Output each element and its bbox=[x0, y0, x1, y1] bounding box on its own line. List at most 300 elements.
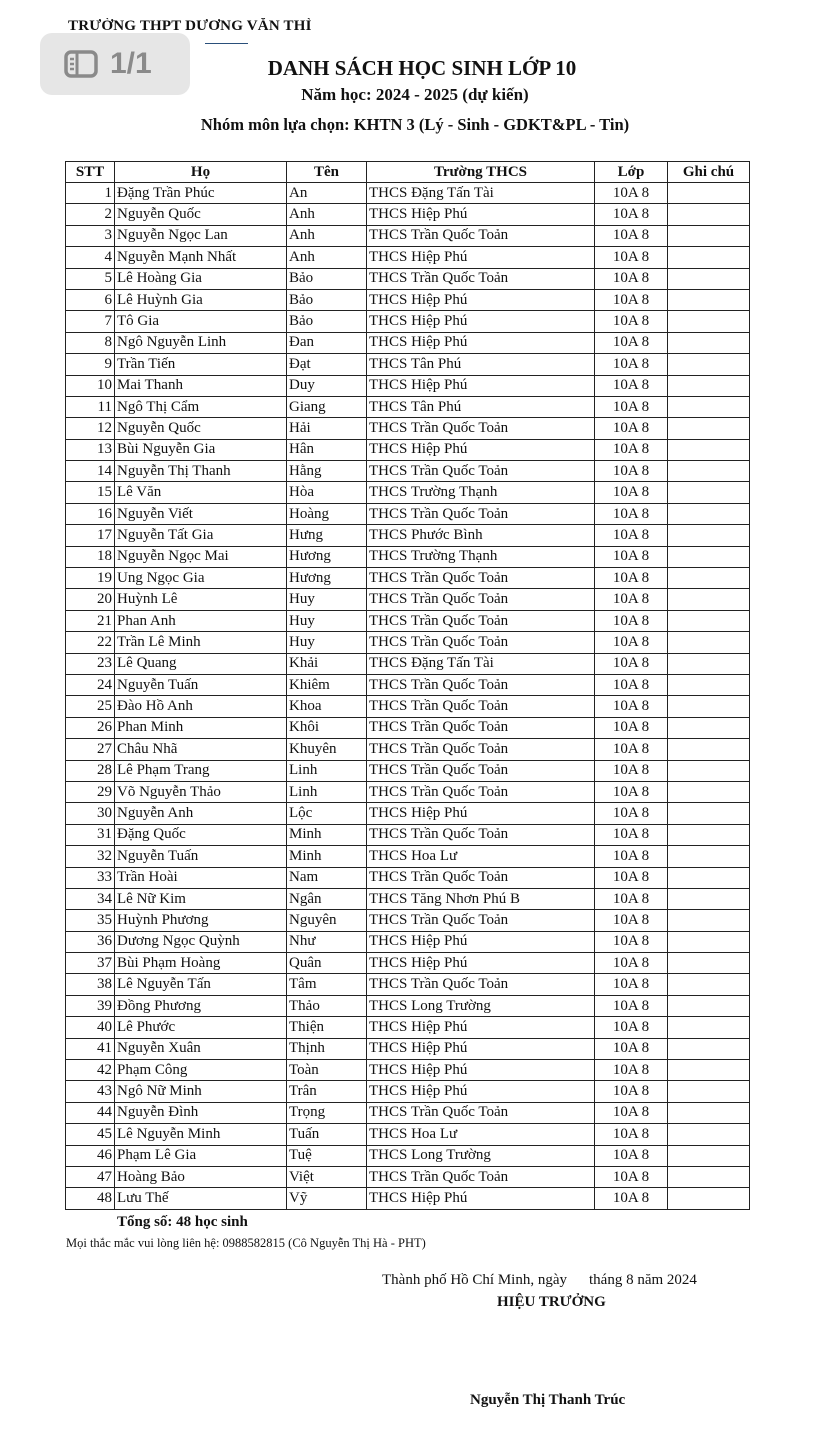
cell-ten: Khiêm bbox=[287, 674, 367, 695]
cell-stt: 6 bbox=[66, 289, 115, 310]
cell-ten: Hân bbox=[287, 439, 367, 460]
cell-ho: Võ Nguyễn Thảo bbox=[115, 781, 287, 802]
cell-lop: 10A 8 bbox=[595, 1166, 668, 1187]
cell-stt: 48 bbox=[66, 1188, 115, 1209]
cell-ghichu bbox=[668, 974, 750, 995]
cell-stt: 31 bbox=[66, 824, 115, 845]
table-row bbox=[66, 867, 750, 888]
cell-ho: Lê Nữ Kim bbox=[115, 888, 287, 909]
cell-stt: 4 bbox=[66, 247, 115, 268]
cell-stt: 42 bbox=[66, 1060, 115, 1081]
cell-stt: 1 bbox=[66, 183, 115, 204]
cell-truong: THCS Hiệp Phú bbox=[367, 1060, 595, 1081]
cell-stt: 18 bbox=[66, 546, 115, 567]
cell-truong: THCS Hiệp Phú bbox=[367, 375, 595, 396]
table-row bbox=[66, 1145, 750, 1166]
cell-truong: THCS Trần Quốc Toản bbox=[367, 674, 595, 695]
cell-ghichu bbox=[668, 1038, 750, 1059]
cell-truong: THCS Trường Thạnh bbox=[367, 482, 595, 503]
cell-truong: THCS Trần Quốc Toản bbox=[367, 589, 595, 610]
total-count: Tổng số: 48 học sinh bbox=[117, 1214, 248, 1230]
cell-ten: Huy bbox=[287, 632, 367, 653]
cell-stt: 35 bbox=[66, 910, 115, 931]
column-header: Tên bbox=[287, 162, 367, 183]
cell-ghichu bbox=[668, 1102, 750, 1123]
student-table bbox=[65, 161, 750, 1210]
cell-stt: 24 bbox=[66, 674, 115, 695]
cell-lop: 10A 8 bbox=[595, 461, 668, 482]
cell-ho: Ngô Nguyễn Linh bbox=[115, 332, 287, 353]
cell-lop: 10A 8 bbox=[595, 739, 668, 760]
cell-ho: Lê Văn bbox=[115, 482, 287, 503]
cell-ghichu bbox=[668, 1017, 750, 1038]
cell-ghichu bbox=[668, 653, 750, 674]
cell-lop: 10A 8 bbox=[595, 953, 668, 974]
cell-stt: 41 bbox=[66, 1038, 115, 1059]
cell-truong: THCS Hiệp Phú bbox=[367, 332, 595, 353]
cell-ho: Huỳnh Phương bbox=[115, 910, 287, 931]
cell-ten: Anh bbox=[287, 204, 367, 225]
cell-lop: 10A 8 bbox=[595, 803, 668, 824]
cell-truong: THCS Long Trường bbox=[367, 1145, 595, 1166]
cell-stt: 43 bbox=[66, 1081, 115, 1102]
table-header-row bbox=[66, 162, 750, 183]
cell-ho: Lê Nguyễn Tấn bbox=[115, 974, 287, 995]
cell-stt: 3 bbox=[66, 225, 115, 246]
cell-ghichu bbox=[668, 461, 750, 482]
cell-ten: Trọng bbox=[287, 1102, 367, 1123]
cell-ho: Lê Nguyễn Minh bbox=[115, 1124, 287, 1145]
cell-truong: THCS Trần Quốc Toản bbox=[367, 910, 595, 931]
cell-ten: Đạt bbox=[287, 354, 367, 375]
table-row bbox=[66, 204, 750, 225]
cell-stt: 13 bbox=[66, 439, 115, 460]
table-row bbox=[66, 375, 750, 396]
cell-ghichu bbox=[668, 824, 750, 845]
cell-ten: Duy bbox=[287, 375, 367, 396]
cell-ho: Phạm Công bbox=[115, 1060, 287, 1081]
table-row bbox=[66, 803, 750, 824]
table-row bbox=[66, 439, 750, 460]
cell-lop: 10A 8 bbox=[595, 589, 668, 610]
cell-truong: THCS Trần Quốc Toản bbox=[367, 824, 595, 845]
table-row bbox=[66, 396, 750, 417]
cell-ghichu bbox=[668, 247, 750, 268]
cell-stt: 26 bbox=[66, 717, 115, 738]
cell-stt: 36 bbox=[66, 931, 115, 952]
cell-ho: Lưu Thế bbox=[115, 1188, 287, 1209]
cell-ten: Khoa bbox=[287, 696, 367, 717]
cell-truong: THCS Phước Bình bbox=[367, 525, 595, 546]
cell-ho: Lê Hoàng Gia bbox=[115, 268, 287, 289]
cell-stt: 21 bbox=[66, 610, 115, 631]
cell-truong: THCS Hiệp Phú bbox=[367, 1188, 595, 1209]
cell-ho: Ngô Thị Cẩm bbox=[115, 396, 287, 417]
cell-ho: Nguyễn Ngọc Lan bbox=[115, 225, 287, 246]
cell-truong: THCS Tân Phú bbox=[367, 354, 595, 375]
table-row bbox=[66, 247, 750, 268]
table-row bbox=[66, 225, 750, 246]
cell-truong: THCS Trần Quốc Toản bbox=[367, 867, 595, 888]
cell-truong: THCS Trần Quốc Toản bbox=[367, 974, 595, 995]
cell-stt: 40 bbox=[66, 1017, 115, 1038]
cell-ten: Khải bbox=[287, 653, 367, 674]
cell-ten: Đan bbox=[287, 332, 367, 353]
table-row bbox=[66, 1188, 750, 1209]
cell-truong: THCS Trần Quốc Toản bbox=[367, 781, 595, 802]
principal-title: HIỆU TRƯỞNG bbox=[497, 1294, 606, 1310]
cell-stt: 2 bbox=[66, 204, 115, 225]
cell-ghichu bbox=[668, 1124, 750, 1145]
table-row bbox=[66, 610, 750, 631]
cell-lop: 10A 8 bbox=[595, 1188, 668, 1209]
column-header: Ghi chú bbox=[668, 162, 750, 183]
cell-lop: 10A 8 bbox=[595, 183, 668, 204]
cell-stt: 29 bbox=[66, 781, 115, 802]
cell-ho: Phạm Lê Gia bbox=[115, 1145, 287, 1166]
cell-truong: THCS Trần Quốc Toản bbox=[367, 1102, 595, 1123]
cell-ten: Khuyên bbox=[287, 739, 367, 760]
cell-ghichu bbox=[668, 910, 750, 931]
cell-ho: Phan Anh bbox=[115, 610, 287, 631]
cell-ghichu bbox=[668, 396, 750, 417]
table-row bbox=[66, 1060, 750, 1081]
cell-ten: Bảo bbox=[287, 268, 367, 289]
cell-stt: 5 bbox=[66, 268, 115, 289]
place-date bbox=[382, 1272, 697, 1289]
cell-truong: THCS Hiệp Phú bbox=[367, 931, 595, 952]
cell-lop: 10A 8 bbox=[595, 525, 668, 546]
cell-stt: 19 bbox=[66, 568, 115, 589]
cell-truong: THCS Long Trường bbox=[367, 995, 595, 1016]
cell-ten: Anh bbox=[287, 247, 367, 268]
cell-ho: Ngô Nữ Minh bbox=[115, 1081, 287, 1102]
cell-truong: THCS Hiệp Phú bbox=[367, 803, 595, 824]
cell-ghichu bbox=[668, 610, 750, 631]
cell-stt: 33 bbox=[66, 867, 115, 888]
cell-ho: Nguyễn Tuấn bbox=[115, 674, 287, 695]
document-title: DANH SÁCH HỌC SINH LỚP 10 bbox=[267, 56, 577, 80]
cell-truong: THCS Hoa Lư bbox=[367, 846, 595, 867]
cell-ghichu bbox=[668, 225, 750, 246]
cell-ten: Hoàng bbox=[287, 503, 367, 524]
table-row bbox=[66, 1081, 750, 1102]
cell-lop: 10A 8 bbox=[595, 632, 668, 653]
cell-truong: THCS Trần Quốc Toản bbox=[367, 739, 595, 760]
cell-ghichu bbox=[668, 760, 750, 781]
cell-ho: Nguyễn Mạnh Nhất bbox=[115, 247, 287, 268]
cell-ghichu bbox=[668, 289, 750, 310]
cell-ten: Việt bbox=[287, 1166, 367, 1187]
cell-ho: Nguyễn Quốc bbox=[115, 418, 287, 439]
cell-truong: THCS Tăng Nhơn Phú B bbox=[367, 888, 595, 909]
cell-lop: 10A 8 bbox=[595, 332, 668, 353]
table-row bbox=[66, 995, 750, 1016]
cell-ten: Hằng bbox=[287, 461, 367, 482]
cell-ho: Trần Hoài bbox=[115, 867, 287, 888]
cell-ho: Huỳnh Lê bbox=[115, 589, 287, 610]
table-row bbox=[66, 888, 750, 909]
cell-stt: 10 bbox=[66, 375, 115, 396]
cell-truong: THCS Trần Quốc Toản bbox=[367, 1166, 595, 1187]
cell-ho: Đào Hồ Anh bbox=[115, 696, 287, 717]
cell-ho: Nguyễn Anh bbox=[115, 803, 287, 824]
cell-truong: THCS Trần Quốc Toản bbox=[367, 760, 595, 781]
cell-truong: THCS Trần Quốc Toản bbox=[367, 461, 595, 482]
cell-ghichu bbox=[668, 418, 750, 439]
table-row bbox=[66, 1124, 750, 1145]
cell-truong: THCS Đặng Tấn Tài bbox=[367, 653, 595, 674]
cell-lop: 10A 8 bbox=[595, 439, 668, 460]
cell-ghichu bbox=[668, 674, 750, 695]
cell-ten: Linh bbox=[287, 760, 367, 781]
cell-ho: Đặng Quốc bbox=[115, 824, 287, 845]
table-row bbox=[66, 824, 750, 845]
cell-ghichu bbox=[668, 696, 750, 717]
cell-truong: THCS Trần Quốc Toản bbox=[367, 418, 595, 439]
cell-ho: Nguyễn Viết bbox=[115, 503, 287, 524]
cell-ho: Lê Quang bbox=[115, 653, 287, 674]
cell-ten: Anh bbox=[287, 225, 367, 246]
cell-lop: 10A 8 bbox=[595, 1102, 668, 1123]
cell-truong: THCS Hiệp Phú bbox=[367, 1038, 595, 1059]
table-row bbox=[66, 332, 750, 353]
cell-ho: Bùi Nguyễn Gia bbox=[115, 439, 287, 460]
cell-lop: 10A 8 bbox=[595, 247, 668, 268]
cell-stt: 14 bbox=[66, 461, 115, 482]
cell-lop: 10A 8 bbox=[595, 931, 668, 952]
cell-ho: Đặng Trần Phúc bbox=[115, 183, 287, 204]
cell-stt: 46 bbox=[66, 1145, 115, 1166]
cell-ghichu bbox=[668, 183, 750, 204]
cell-stt: 38 bbox=[66, 974, 115, 995]
cell-ten: Tuệ bbox=[287, 1145, 367, 1166]
cell-stt: 9 bbox=[66, 354, 115, 375]
cell-lop: 10A 8 bbox=[595, 1017, 668, 1038]
cell-ghichu bbox=[668, 589, 750, 610]
cell-ghichu bbox=[668, 1188, 750, 1209]
table-row bbox=[66, 183, 750, 204]
cell-ho: Ung Ngọc Gia bbox=[115, 568, 287, 589]
cell-ten: Bảo bbox=[287, 311, 367, 332]
cell-lop: 10A 8 bbox=[595, 995, 668, 1016]
cell-ho: Nguyễn Xuân bbox=[115, 1038, 287, 1059]
cell-ten: Hưng bbox=[287, 525, 367, 546]
cell-ghichu bbox=[668, 931, 750, 952]
cell-truong: THCS Trường Thạnh bbox=[367, 546, 595, 567]
table-row bbox=[66, 354, 750, 375]
cell-lop: 10A 8 bbox=[595, 674, 668, 695]
cell-ho: Mai Thanh bbox=[115, 375, 287, 396]
cell-stt: 37 bbox=[66, 953, 115, 974]
column-header: Trường THCS bbox=[367, 162, 595, 183]
cell-stt: 15 bbox=[66, 482, 115, 503]
cell-ten: Thịnh bbox=[287, 1038, 367, 1059]
cell-ten: Quân bbox=[287, 953, 367, 974]
cell-ten: Giang bbox=[287, 396, 367, 417]
table-row bbox=[66, 1102, 750, 1123]
cell-ghichu bbox=[668, 888, 750, 909]
table-row bbox=[66, 525, 750, 546]
cell-lop: 10A 8 bbox=[595, 781, 668, 802]
table-row bbox=[66, 717, 750, 738]
cell-lop: 10A 8 bbox=[595, 1081, 668, 1102]
column-header: STT bbox=[66, 162, 115, 183]
cell-lop: 10A 8 bbox=[595, 717, 668, 738]
cell-ten: An bbox=[287, 183, 367, 204]
cell-ghichu bbox=[668, 503, 750, 524]
cell-ten: Trân bbox=[287, 1081, 367, 1102]
cell-ten: Vỹ bbox=[287, 1188, 367, 1209]
cell-truong: THCS Hoa Lư bbox=[367, 1124, 595, 1145]
cell-stt: 47 bbox=[66, 1166, 115, 1187]
cell-ho: Trần Tiến bbox=[115, 354, 287, 375]
cell-ghichu bbox=[668, 525, 750, 546]
cell-ten: Thảo bbox=[287, 995, 367, 1016]
cell-stt: 11 bbox=[66, 396, 115, 417]
table-row bbox=[66, 760, 750, 781]
cell-stt: 44 bbox=[66, 1102, 115, 1123]
cell-stt: 30 bbox=[66, 803, 115, 824]
cell-ten: Tuấn bbox=[287, 1124, 367, 1145]
table-row bbox=[66, 931, 750, 952]
cell-ten: Hương bbox=[287, 568, 367, 589]
cell-truong: THCS Tân Phú bbox=[367, 396, 595, 417]
cell-ghichu bbox=[668, 268, 750, 289]
cell-stt: 28 bbox=[66, 760, 115, 781]
cell-ghichu bbox=[668, 803, 750, 824]
cell-truong: THCS Hiệp Phú bbox=[367, 1017, 595, 1038]
cell-lop: 10A 8 bbox=[595, 311, 668, 332]
cell-lop: 10A 8 bbox=[595, 760, 668, 781]
cell-stt: 39 bbox=[66, 995, 115, 1016]
cell-ghichu bbox=[668, 781, 750, 802]
table-row bbox=[66, 289, 750, 310]
cell-ghichu bbox=[668, 632, 750, 653]
cell-stt: 17 bbox=[66, 525, 115, 546]
cell-lop: 10A 8 bbox=[595, 396, 668, 417]
cell-ho: Bùi Phạm Hoàng bbox=[115, 953, 287, 974]
cell-ten: Huy bbox=[287, 589, 367, 610]
table-row bbox=[66, 674, 750, 695]
cell-truong: THCS Hiệp Phú bbox=[367, 311, 595, 332]
cell-ho: Lê Huỳnh Gia bbox=[115, 289, 287, 310]
cell-stt: 23 bbox=[66, 653, 115, 674]
school-year: Năm học: 2024 - 2025 (dự kiến) bbox=[301, 85, 529, 104]
cell-lop: 10A 8 bbox=[595, 846, 668, 867]
table-row bbox=[66, 739, 750, 760]
cell-ghichu bbox=[668, 846, 750, 867]
table-row bbox=[66, 418, 750, 439]
cell-truong: THCS Trần Quốc Toản bbox=[367, 696, 595, 717]
cell-lop: 10A 8 bbox=[595, 354, 668, 375]
cell-ten: Minh bbox=[287, 846, 367, 867]
table-row bbox=[66, 846, 750, 867]
cell-ho: Nguyễn Đình bbox=[115, 1102, 287, 1123]
cell-lop: 10A 8 bbox=[595, 482, 668, 503]
cell-stt: 45 bbox=[66, 1124, 115, 1145]
cell-lop: 10A 8 bbox=[595, 225, 668, 246]
table-row bbox=[66, 696, 750, 717]
cell-truong: THCS Trần Quốc Toản bbox=[367, 632, 595, 653]
cell-ho: Nguyễn Tuấn bbox=[115, 846, 287, 867]
table-row bbox=[66, 1017, 750, 1038]
cell-ghichu bbox=[668, 739, 750, 760]
cell-lop: 10A 8 bbox=[595, 268, 668, 289]
subject-group: Nhóm môn lựa chọn: KHTN 3 (Lý - Sinh - GDKT&PL - Tin) bbox=[200, 115, 630, 134]
cell-ten: Ngân bbox=[287, 888, 367, 909]
cell-ho: Nguyễn Thị Thanh bbox=[115, 461, 287, 482]
cell-lop: 10A 8 bbox=[595, 888, 668, 909]
cell-lop: 10A 8 bbox=[595, 418, 668, 439]
cell-ghichu bbox=[668, 717, 750, 738]
cell-truong: THCS Hiệp Phú bbox=[367, 289, 595, 310]
cell-lop: 10A 8 bbox=[595, 1038, 668, 1059]
cell-lop: 10A 8 bbox=[595, 289, 668, 310]
school-underline bbox=[205, 43, 248, 44]
cell-truong: THCS Trần Quốc Toản bbox=[367, 568, 595, 589]
school-name: TRƯỜNG THPT DƯƠNG VĂN THÌ bbox=[68, 18, 312, 30]
cell-lop: 10A 8 bbox=[595, 974, 668, 995]
cell-lop: 10A 8 bbox=[595, 610, 668, 631]
page-indicator-text: 1/1 bbox=[110, 47, 152, 80]
table-row bbox=[66, 781, 750, 802]
cell-truong: THCS Hiệp Phú bbox=[367, 439, 595, 460]
cell-lop: 10A 8 bbox=[595, 568, 668, 589]
cell-truong: THCS Đặng Tấn Tài bbox=[367, 183, 595, 204]
cell-truong: THCS Trần Quốc Toản bbox=[367, 225, 595, 246]
table-row bbox=[66, 1038, 750, 1059]
table-row bbox=[66, 568, 750, 589]
cell-ten: Hương bbox=[287, 546, 367, 567]
cell-ten: Hòa bbox=[287, 482, 367, 503]
cell-ghichu bbox=[668, 953, 750, 974]
cell-ghichu bbox=[668, 867, 750, 888]
cell-ghichu bbox=[668, 995, 750, 1016]
table-row bbox=[66, 461, 750, 482]
cell-ten: Toàn bbox=[287, 1060, 367, 1081]
cell-ho: Lê Phạm Trang bbox=[115, 760, 287, 781]
signer-name: Nguyễn Thị Thanh Trúc bbox=[470, 1392, 626, 1408]
cell-ghichu bbox=[668, 1145, 750, 1166]
cell-ten: Nam bbox=[287, 867, 367, 888]
place-date-suffix: tháng 8 năm 2024 bbox=[589, 1272, 697, 1288]
cell-ho: Hoàng Bảo bbox=[115, 1166, 287, 1187]
cell-lop: 10A 8 bbox=[595, 375, 668, 396]
cell-ghichu bbox=[668, 204, 750, 225]
cell-ten: Huy bbox=[287, 610, 367, 631]
cell-ten: Minh bbox=[287, 824, 367, 845]
table-row bbox=[66, 974, 750, 995]
cell-stt: 7 bbox=[66, 311, 115, 332]
cell-stt: 34 bbox=[66, 888, 115, 909]
table-row bbox=[66, 311, 750, 332]
cell-stt: 20 bbox=[66, 589, 115, 610]
cell-truong: THCS Trần Quốc Toản bbox=[367, 268, 595, 289]
cell-stt: 8 bbox=[66, 332, 115, 353]
cell-ghichu bbox=[668, 332, 750, 353]
cell-stt: 25 bbox=[66, 696, 115, 717]
cell-ghichu bbox=[668, 375, 750, 396]
cell-lop: 10A 8 bbox=[595, 204, 668, 225]
table-row bbox=[66, 503, 750, 524]
cell-ten: Nguyên bbox=[287, 910, 367, 931]
table-row bbox=[66, 268, 750, 289]
cell-ghichu bbox=[668, 439, 750, 460]
table-row bbox=[66, 953, 750, 974]
cell-stt: 27 bbox=[66, 739, 115, 760]
table-row bbox=[66, 482, 750, 503]
